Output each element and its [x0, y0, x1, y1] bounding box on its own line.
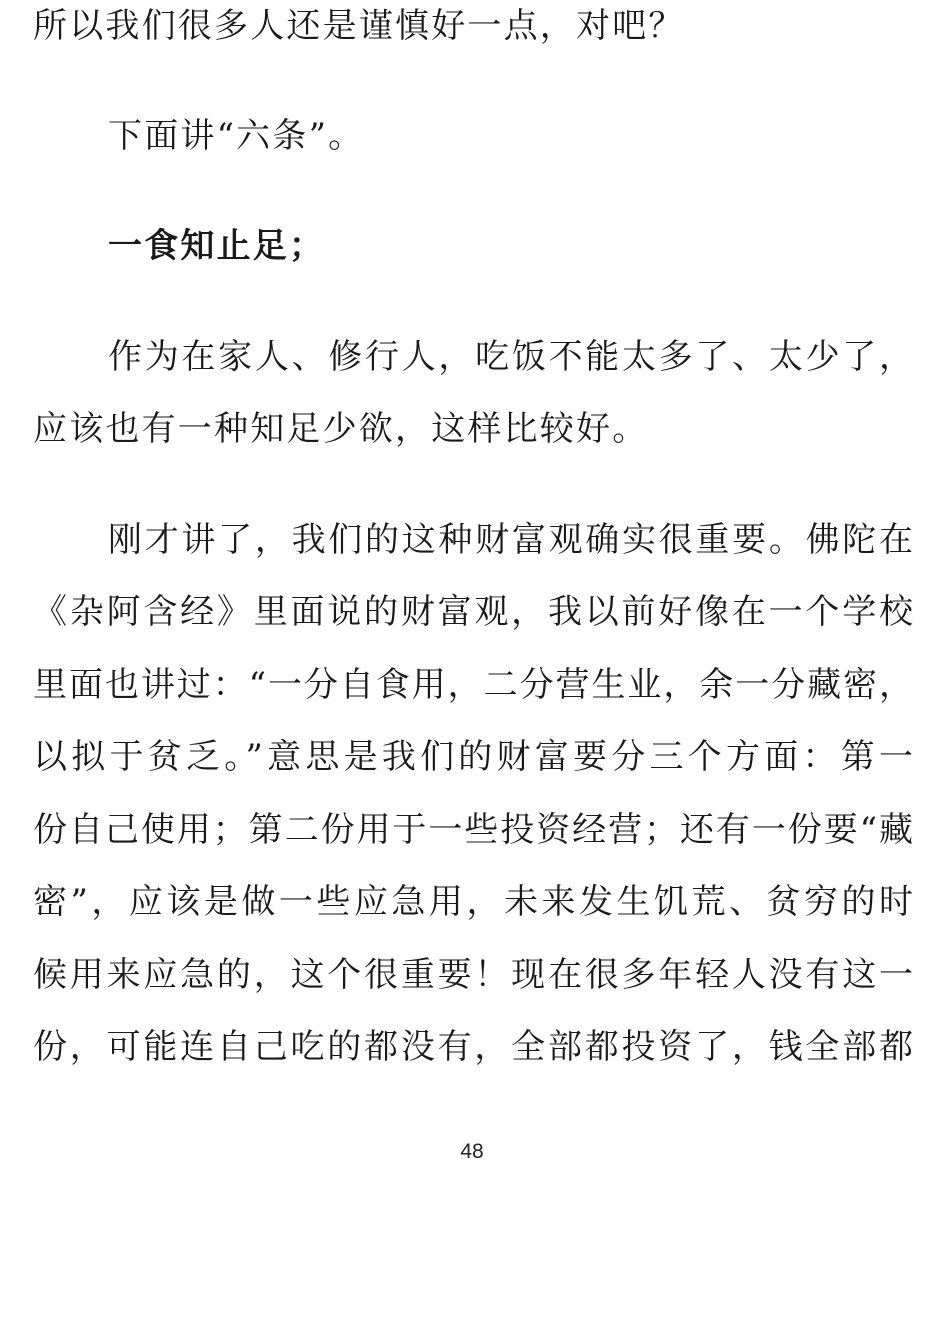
text-line-7: 《杂阿含经》里面说的财富观，我以前好像在一个学校 [33, 592, 913, 632]
text-line-6: 刚才讲了，我们的这种财富观确实很重要。佛陀在 [108, 520, 913, 560]
section-heading: 一食知止足； [108, 226, 326, 266]
text-line-8: 里面也讲过：“一分自食用，二分营生业，余一分藏密， [33, 665, 913, 705]
text-line-5: 应该也有一种知足少欲，这样比较好。 [33, 409, 649, 449]
page-number: 48 [460, 1140, 484, 1163]
text-line-9: 以拟于贫乏。”意思是我们的财富要分三个方面：第一 [33, 737, 913, 777]
text-line-10: 份自己使用；第二份用于一些投资经营；还有一份要“藏 [33, 810, 913, 850]
text-line-4: 作为在家人、修行人，吃饭不能太多了、太少了， [108, 337, 913, 377]
text-line-11: 密”，应该是做一些应急用，未来发生饥荒、贫穷的时 [33, 882, 913, 922]
text-line-12: 候用来应急的，这个很重要！现在很多年轻人没有这一 [33, 955, 913, 995]
text-line-1: 所以我们很多人还是谨慎好一点，对吧？ [33, 6, 685, 46]
text-line-2: 下面讲“六条”。 [108, 116, 365, 156]
text-line-13: 份，可能连自己吃的都没有，全部都投资了，钱全部都 [33, 1027, 913, 1067]
